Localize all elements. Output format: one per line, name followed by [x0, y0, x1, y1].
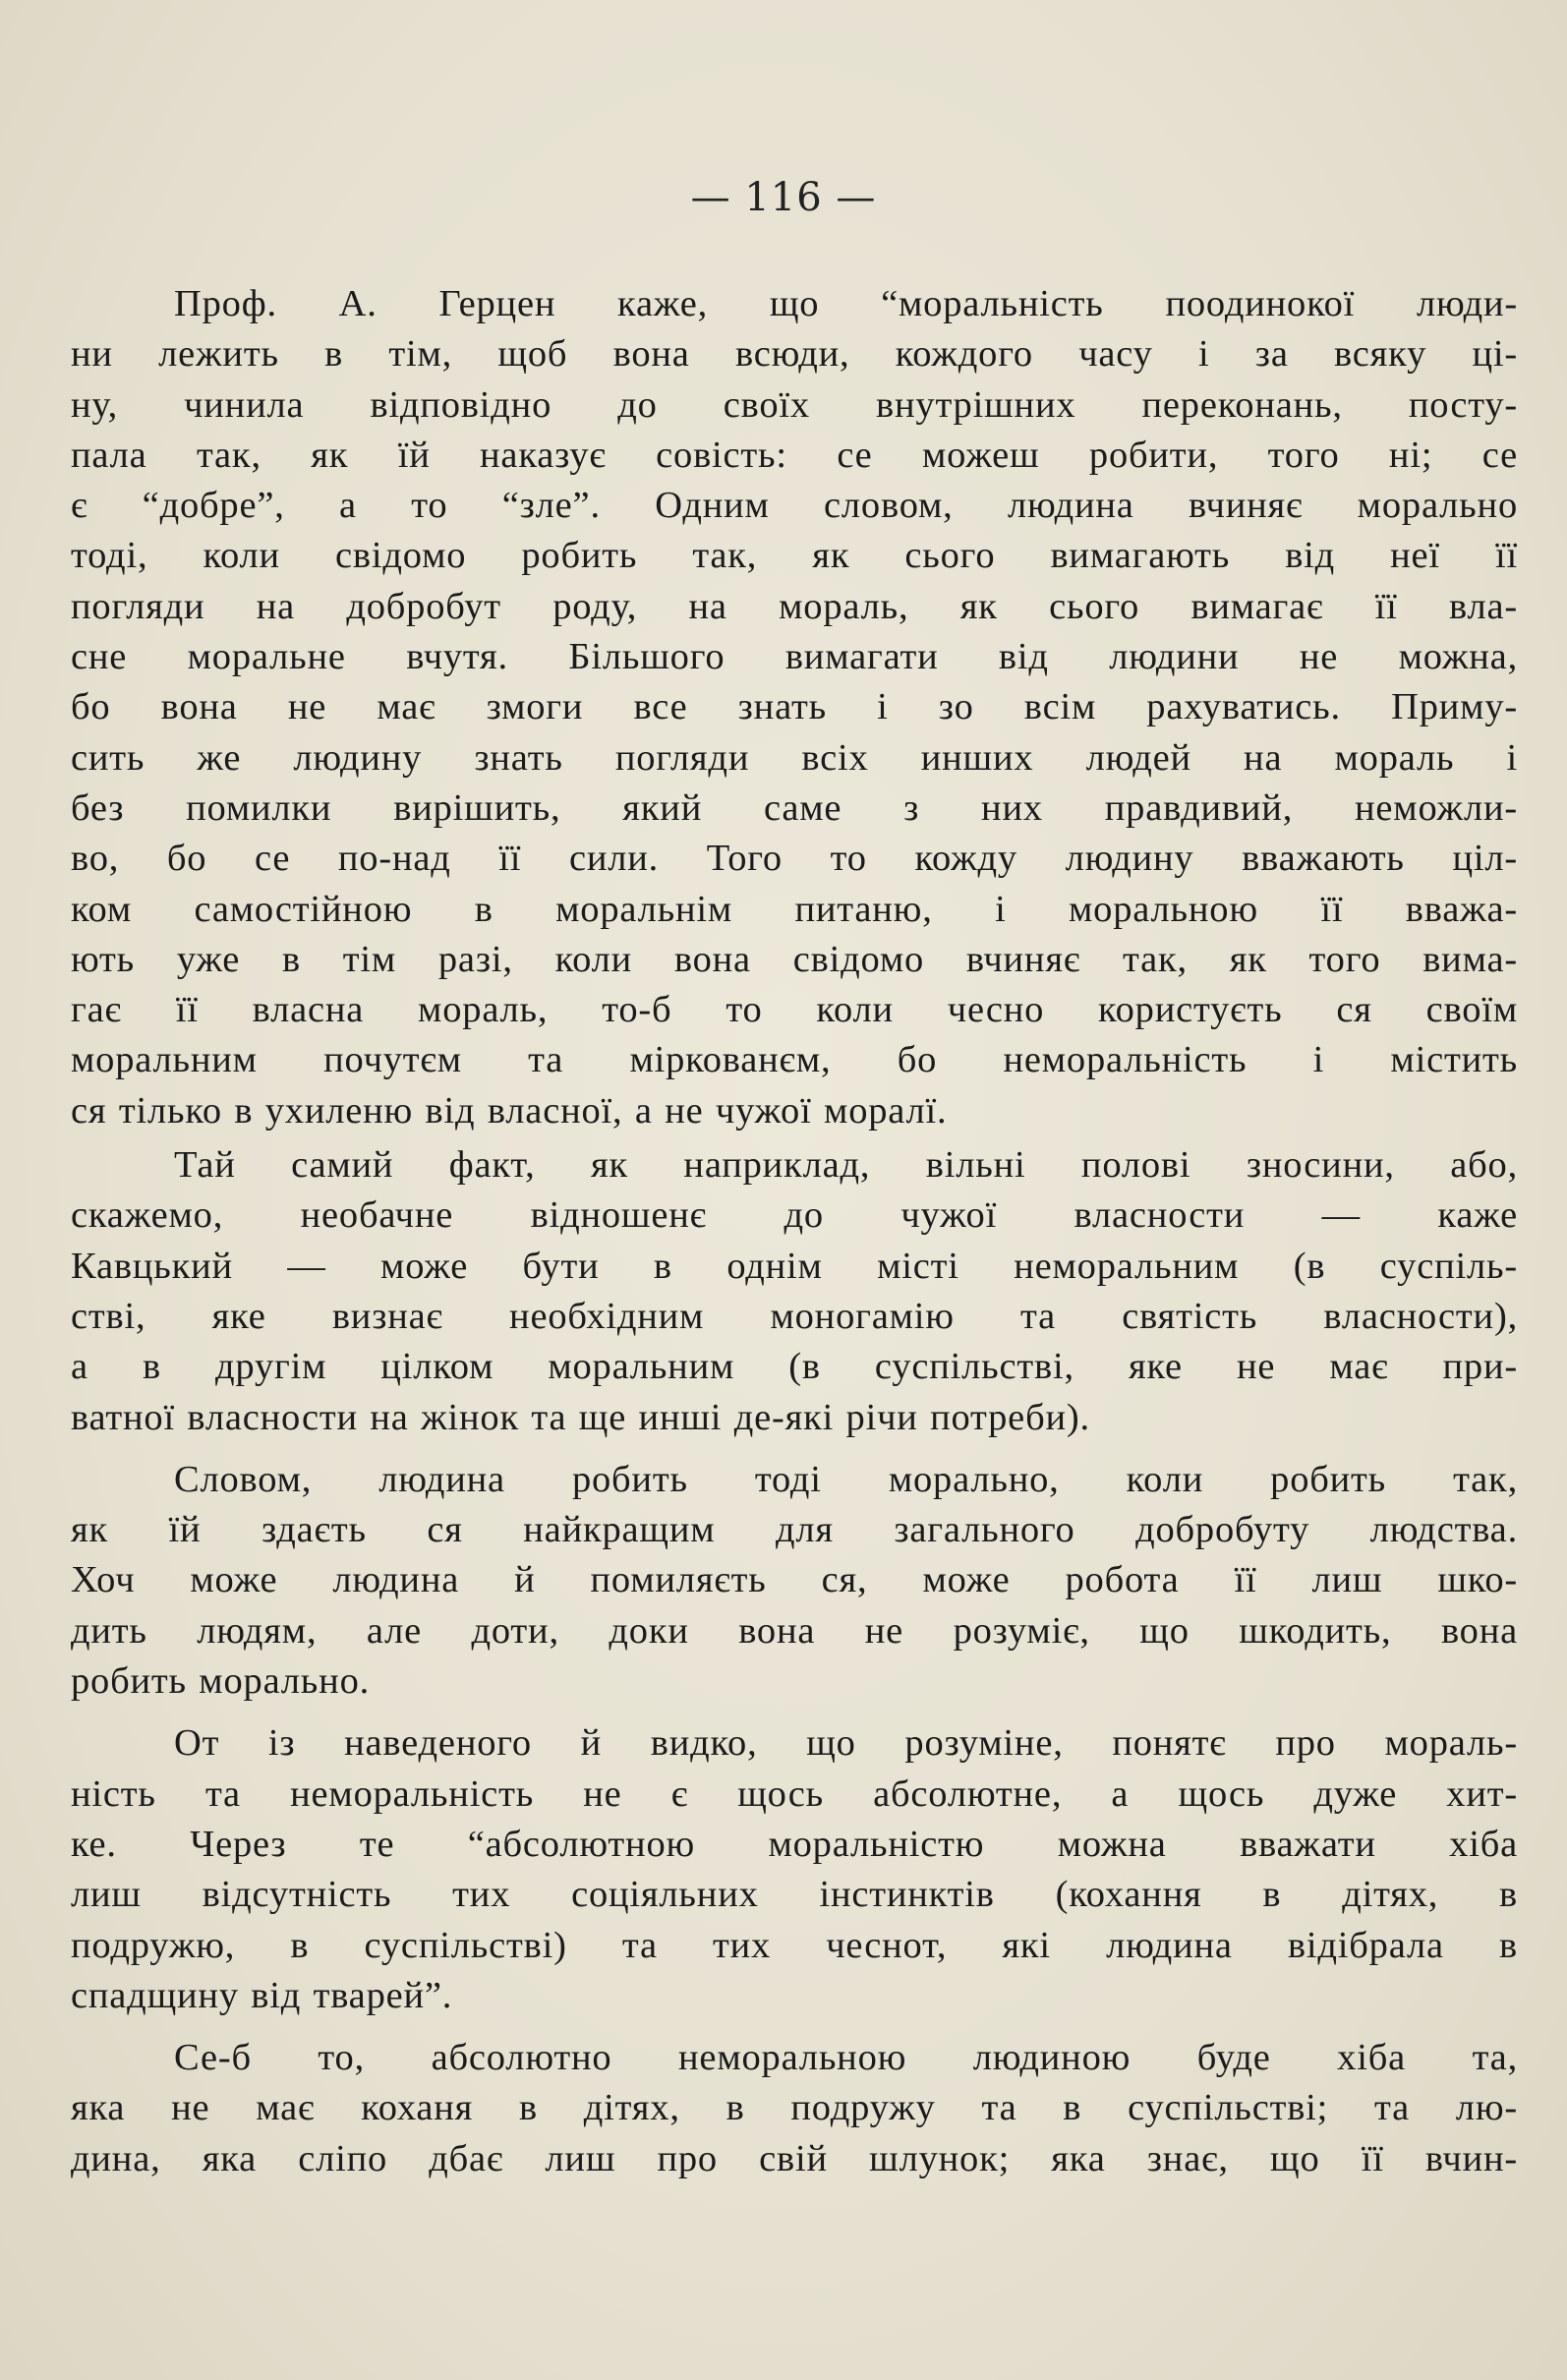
body-text [71, 279, 1518, 2188]
text-line: стві, яке визнає необхідним моногамію та святість власности), [71, 1295, 1518, 1337]
text-line: подружю, в суспільстві) та тих чеснот, які людина відібрала в [71, 1924, 1518, 1966]
paragraph-3 [71, 1455, 1518, 1707]
text-line: як їй здаєть ся найкращим для загального добробуту людства. [71, 1509, 1518, 1551]
text-line: моральним почутєм та міркованєм, бо неморальність і містить [71, 1039, 1518, 1081]
text-line: без помилки вирішить, який саме з них правдивий, неможли- [71, 786, 1518, 829]
text-line: От із наведеного й видко, що розуміне, понятє про мораль- [174, 1722, 1518, 1765]
text-line: ся тілько в ухиленю від власної, а не чужої моралї. [71, 1089, 948, 1132]
text-line: ність та неморальність не є щось абсолютне, а щось дуже хит- [71, 1772, 1518, 1815]
text-line: ком самостійною в моральнім питаню, і моральною її вважа- [71, 888, 1518, 930]
text-line: дить людям, але доти, доки вона не розуміє, що шкодить, вона [71, 1609, 1518, 1652]
text-line: бо вона не має змоги все знать і зо всім рахуватись. Приму- [71, 686, 1518, 728]
text-line: ватної власности на жінок та ще инші де-які річи потреби). [71, 1396, 1090, 1438]
text-line: ну, чинила відповідно до своїх внутрішних переконань, посту- [71, 383, 1518, 426]
text-line: робить морально. [71, 1660, 371, 1703]
text-line: погляди на добробут роду, на мораль, як сього вимагає її вла- [71, 585, 1518, 627]
text-line: а в другім цілком моральним (в суспільстві, яке не має при- [71, 1346, 1518, 1388]
text-line: сне моральне вчутя. Більшого вимагати від людини не можна, [71, 636, 1518, 678]
text-line: дина, яка сліпо дбає лиш про свій шлунок; яка знає, що її вчин- [71, 2137, 1518, 2179]
text-line: Тай самий факт, як наприклад, вільні полові зносини, або, [174, 1144, 1518, 1187]
text-line: Кавцький — може бути в однім місті неморальним (в суспіль- [71, 1245, 1518, 1287]
text-line: лиш відсутність тих соціяльних інстинктів (кохання в дітях, в [71, 1874, 1518, 1916]
text-line: ни лежить в тім, щоб вона всюди, кождого часу і за всяку ці- [71, 333, 1518, 376]
text-line: сить же людину знать погляди всіх инших людей на мораль і [71, 736, 1518, 779]
text-line: Проф. А. Герцен каже, що “моральність поодинокої люди- [174, 283, 1518, 324]
text-line: яка не має коханя в дітях, в подружу та в суспільстві; та лю- [71, 2087, 1518, 2129]
paragraph-5 [71, 2033, 1518, 2184]
text-line: спадщину від тварей”. [71, 1974, 453, 2016]
page-number: — 116 — [690, 175, 877, 220]
text-line: є “добре”, а то “зле”. Одним словом, людина вчиняє морально [71, 485, 1518, 527]
text-line: во, бо се по-над її сили. Того то кожду людину вважають ціл- [71, 838, 1518, 880]
text-line: Хоч може людина й помиляєть ся, може робота її лиш шко- [71, 1559, 1518, 1601]
paragraph-1 [71, 279, 1518, 1136]
text-line: тоді, коли свідомо робить так, як сього вимагають від неї її [71, 535, 1518, 577]
paragraph-4 [71, 1718, 1518, 2021]
paragraph-2 [71, 1140, 1518, 1443]
text-line: Се-б то, абсолютно неморальною людиною буде хіба та, [174, 2037, 1518, 2079]
text-line: ке. Через те “абсолютною моральністю можна вважати хіба [71, 1823, 1518, 1865]
text-line: ють уже в тім разі, коли вона свідомо вчиняє так, як того вима- [71, 938, 1518, 980]
text-line: Словом, людина робить тоді морально, коли робить так, [174, 1458, 1518, 1500]
text-line: пала так, як їй наказує совість: се можеш робити, того ні; се [71, 434, 1518, 476]
text-line: гає її власна мораль, то-б то коли чесно користуєть ся своїм [71, 989, 1518, 1031]
text-line: скажемо, необачне відношенє до чужої власности — каже [71, 1194, 1518, 1237]
